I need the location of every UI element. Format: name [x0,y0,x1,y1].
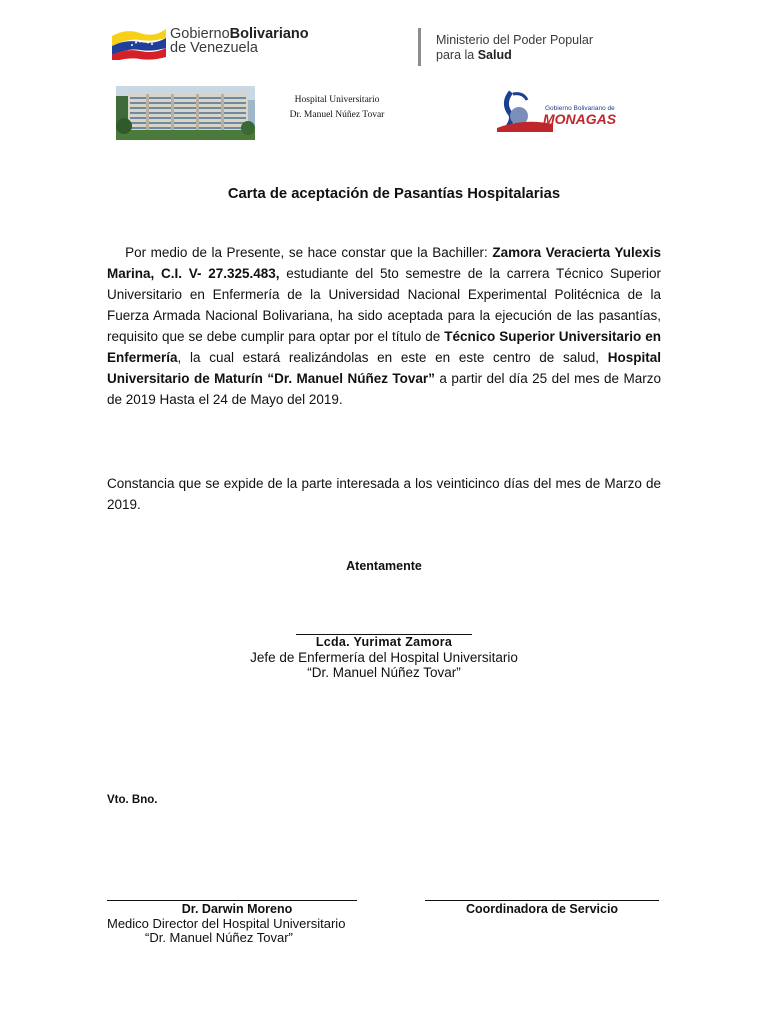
signer-2-name: Dr. Darwin Moreno [181,902,293,916]
gov-logo-text [170,27,309,55]
gov-word2: Bolivariano [229,26,309,42]
ministry-line2-bold: Salud [477,48,512,62]
letter-body-paragraph-2: Constancia que se expide de la parte interesada a los veinticinco días del mes de Marzo de 2019. [107,476,661,512]
header-divider [418,28,421,66]
gobierno-monagas-logo [493,88,659,132]
signer-2-role: Medico Director del Hospital Universitario [107,916,346,931]
signer-3-name: Coordinadora de Servicio [465,902,619,916]
gov-word1: Gobierno [170,26,230,42]
letter-body-paragraph-1 [107,242,661,410]
hospital-name [262,93,412,123]
p1-text-3: , la cual estará realizándolas en este en este centro de salud, [177,350,608,365]
hospital-photo [116,86,255,140]
signature-line-3 [425,900,659,901]
gobierno-bolivariano-logo [108,24,368,64]
ministry-line2-prefix: para la [436,48,475,62]
closing: Atentamente [346,559,422,573]
signer-1-institution: “Dr. Manuel Núñez Tovar” [307,665,461,680]
venezuela-flag-icon [110,26,168,60]
gov-line2: de Venezuela [170,40,258,56]
p1-bold-degree: Técnico Superior Universitario en Enfermería [107,329,662,365]
ministry-logo [436,33,593,63]
p1-bold-hospital: Hospital Universitario de Maturín “Dr. Manuel Núñez Tovar” [107,350,661,386]
signer-1-role: Jefe de Enfermería del Hospital Universitario [250,650,518,665]
signer-1-name: Lcda. Yurimat Zamora [315,635,453,649]
p1-text-1: Por medio de la Presente, se hace constar que la Bachiller: [125,245,493,260]
hospital-name-line2: Dr. Manuel Núñez Tovar [289,110,385,120]
p1-bold-student: Zamora Veracierta Yulexis Marina, C.I. V- 27.325.483, [107,245,662,281]
letter-title: Carta de aceptación de Pasantías Hospitalarias [227,186,561,202]
ministry-line1: Ministerio del Poder Popular [436,33,594,47]
monagas-big-text: MONAGAS [543,111,617,127]
monagas-small-text: Gobierno Bolivariano de [545,105,615,112]
p1-text-2: estudiante del 5to semestre de la carrera Técnico Superior Universitario en Enfermería de la Universidad Nacional Experimental Politécnica de la Fuerza Armada Nacional Bolivariana, ha sido aceptada para la ejecución de las pasantías, requisito que se debe cumplir para optar por el título de [107,266,661,344]
hospital-name-line1: Hospital Universitario [294,95,380,105]
signer-2-institution: “Dr. Manuel Núñez Tovar” [145,930,293,945]
vto-bno-label: Vto. Bno. [107,794,158,806]
signature-line-2 [107,900,357,901]
p1-text-4: a partir del día 25 del mes de Marzo de 2019 Hasta el 24 de Mayo del 2019. [107,371,661,407]
